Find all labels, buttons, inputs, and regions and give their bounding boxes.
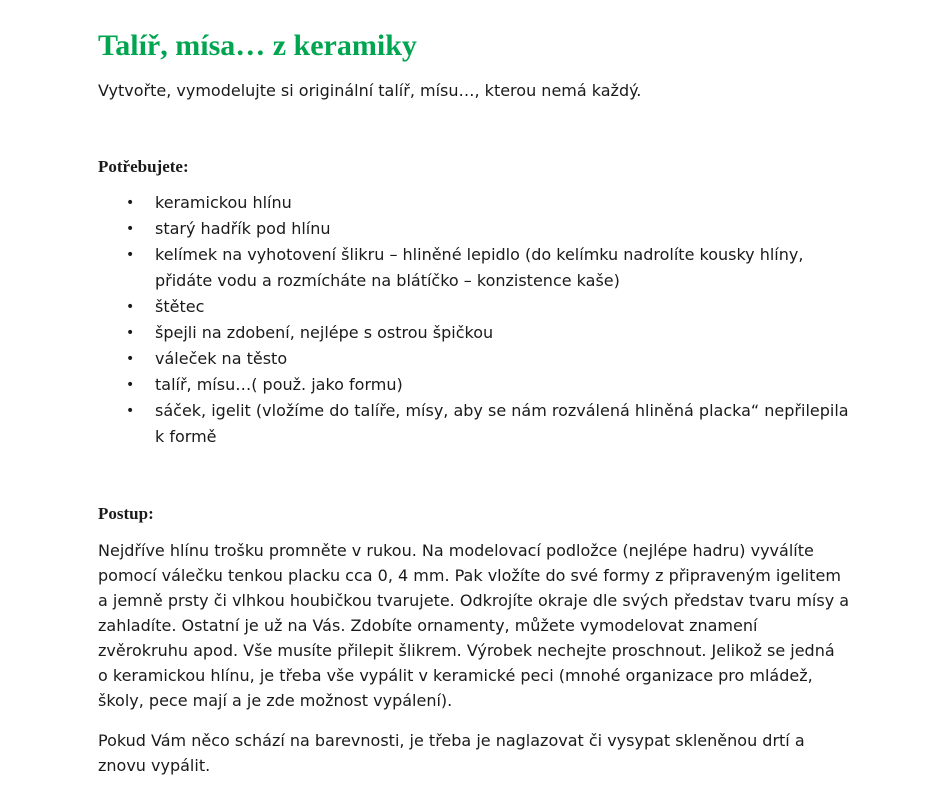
intro-paragraph: Vytvořte, vymodelujte si originální talíř, mísu…, kterou nemá každý. <box>98 81 642 100</box>
needs-heading: Potřebujete: <box>98 157 189 176</box>
bullet-icon: • <box>126 247 135 263</box>
steps-heading: Postup: <box>98 504 154 523</box>
list-item <box>98 216 798 242</box>
list-item <box>98 320 798 346</box>
bullet-icon: • <box>126 195 135 211</box>
list-item-line: keramickou hlínu <box>155 193 292 212</box>
bullet-icon: • <box>126 403 135 419</box>
list-item <box>98 294 798 320</box>
list-item-line: štětec <box>155 297 205 316</box>
paragraph-line: Nejdříve hlínu trošku promněte v rukou. Na modelovací podložce (nejlépe hadru) vyválíte <box>98 541 814 560</box>
list-item-line: k formě <box>155 427 217 446</box>
paragraph-line: o keramickou hlínu, je třeba vše vypálit v keramické peci (mnohé organizace pro mládež, <box>98 666 813 685</box>
list-item-line: starý hadřík pod hlínu <box>155 219 331 238</box>
list-item-line: váleček na těsto <box>155 349 288 368</box>
bullet-icon: • <box>126 351 135 367</box>
bullet-icon: • <box>126 377 135 393</box>
list-item-line: sáček, igelit (vložíme do talíře, mísy, aby se nám rozválená hliněná placka“ nepřilepila <box>155 401 849 420</box>
list-item-line: přidáte vodu a rozmícháte na blátíčko – konzistence kaše) <box>155 271 620 290</box>
list-item-line: kelímek na vyhotovení šlikru – hliněné lepidlo (do kelímku nadrolíte kousky hlíny, <box>155 245 804 264</box>
needs-list <box>98 190 849 450</box>
bullet-icon: • <box>126 325 135 341</box>
list-item <box>98 346 798 372</box>
procedure-paragraph-1 <box>98 538 850 713</box>
list-item <box>98 242 804 294</box>
list-item <box>98 190 798 216</box>
paragraph-line: zahladíte. Ostatní je už na Vás. Zdobíte ornamenty, můžete vymodelovat znamení <box>98 616 758 635</box>
paragraph-line: školy, pece mají a je zde možnost vypálení). <box>98 691 453 710</box>
paragraph-line: a jemně prsty či vlhkou houbičkou tvarujete. Odkrojíte okraje dle svých představ tvaru mísy a <box>98 591 850 610</box>
paragraph-line: pomocí válečku tenkou placku cca 0, 4 mm. Pak vložíte do své formy z připraveným igelitem <box>98 566 841 585</box>
bullet-icon: • <box>126 299 135 315</box>
paragraph-line: zvěrokruhu apod. Vše musíte přilepit šlikrem. Výrobek nechejte proschnout. Jelikož se jedná <box>98 641 835 660</box>
document-title: Talíř, mísa… z keramiky <box>98 29 417 62</box>
paragraph-line: Pokud Vám něco schází na barevnosti, je třeba je naglazovat či vysypat skleněnou drtí a <box>98 731 805 750</box>
list-item <box>98 372 798 398</box>
procedure-paragraph-2 <box>98 728 826 778</box>
list-item-line: špejli na zdobení, nejlépe s ostrou špičkou <box>155 323 494 342</box>
list-item <box>98 398 849 450</box>
list-item-line: talíř, mísu…( použ. jako formu) <box>155 375 403 394</box>
bullet-icon: • <box>126 221 135 237</box>
paragraph-line: znovu vypálit. <box>98 756 211 775</box>
